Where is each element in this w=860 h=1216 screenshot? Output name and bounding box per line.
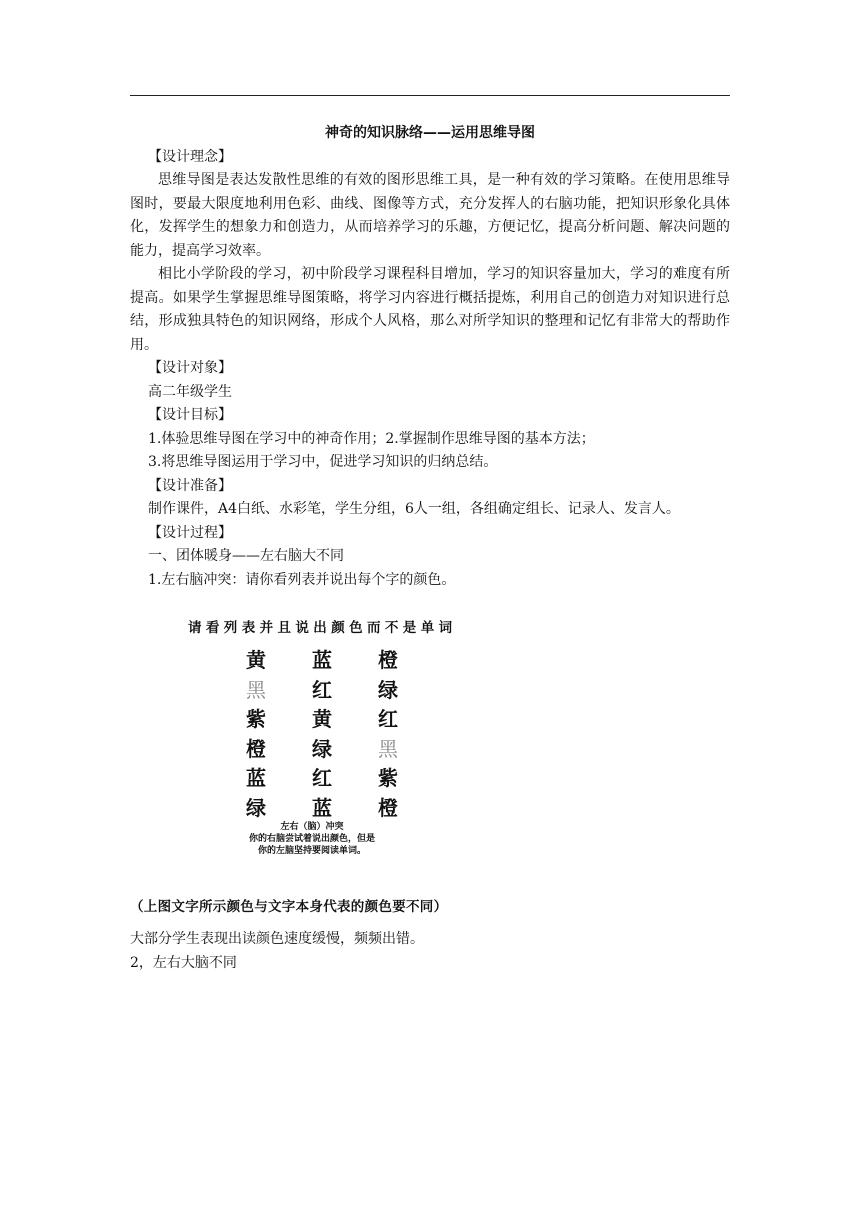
figure-note-line-2: 你的右脑尝试着说出颜色，但是 [248, 834, 375, 844]
header-rule [130, 95, 730, 96]
heading-design-process: 【设计过程】 [148, 524, 232, 541]
grid-word: 红 [312, 766, 332, 790]
document-title: 神奇的知识脉络——运用思维导图 [325, 125, 535, 141]
grid-word: 黑 [378, 736, 398, 761]
heading-design-target: 【设计对象】 [148, 360, 232, 376]
grid-word: 蓝 [312, 648, 332, 672]
heading-design-prep: 【设计准备】 [148, 477, 232, 494]
prep-text: 制作课件，A4白纸、水彩笔，学生分组，6人一组，各组确定组长、记录人、发言人。 [148, 501, 680, 517]
heading-design-concept: 【设计理念】 [148, 148, 232, 165]
grid-word: 绿 [246, 795, 266, 820]
grid-word: 橙 [378, 648, 398, 672]
grid-row [244, 794, 414, 824]
grid-word: 红 [312, 677, 332, 702]
goal-line-2: 3.将思维导图运用于学习中，促进学习知识的归纳总结。 [148, 454, 498, 470]
paragraph-comparison: 相比小学阶段的学习，初中阶段学习课程科目增加，学习的知识容量加大，学习的难度有所提高。如果学生掌握思维导图策略，将学习内容进行概括提炼，利用自己的创造力对知识进行总结，形成独具特色的知识网络，形成个人风格，那么对所学知识的整理和记忆有非常大的帮助作用。 [130, 266, 730, 353]
step-1-1-text: 1.左右脑冲突：请你看列表并说出每个字的颜色。 [148, 571, 456, 588]
grid-word: 黄 [312, 707, 332, 731]
grid-word: 黄 [246, 648, 266, 672]
grid-word: 蓝 [246, 766, 266, 790]
grid-word: 紫 [378, 766, 398, 790]
figure-heading: 请看列表并且说出颜色而不是单词 [188, 620, 457, 636]
grid-row [244, 676, 414, 706]
paragraph-concept: 思维导图是表达发散性思维的有效的图形思维工具，是一种有效的学习策略。在使用思维导图时，要最大限度地利用色彩、曲线、图像等方式，充分发挥人的右脑功能，把知识形象化具体化，发挥学生的想象力和创造力，从而培养学习的乐趣，方便记忆，提高分析问题、解决问题的能力，提高学习效率。 [130, 172, 730, 259]
after-text-1: 大部分学生表现出读颜色速度缓慢，频频出错。 [130, 931, 424, 947]
figure-note [212, 821, 412, 857]
after-text-2: 2，左右大脑不同 [130, 954, 237, 971]
grid-row [244, 764, 414, 794]
grid-row [244, 735, 414, 765]
figure-caption: （上图文字所示颜色与文字本身代表的颜色要不同） [130, 899, 448, 915]
figure-note-line-1: 左右（脑）冲突 [280, 822, 344, 832]
grid-word: 蓝 [312, 795, 332, 820]
grid-word: 红 [378, 707, 398, 731]
figure-note-line-3: 你的左脑坚持要阅读单词。 [257, 846, 366, 856]
step-1-title: 一、团体暖身——左右脑大不同 [148, 548, 344, 564]
color-word-grid [244, 646, 414, 823]
document-body [130, 122, 730, 975]
stroop-figure [130, 592, 730, 892]
grid-row [244, 705, 414, 735]
heading-design-goal: 【设计目标】 [148, 407, 232, 423]
grid-row [244, 646, 414, 676]
grid-word: 黑 [246, 677, 266, 702]
grid-word: 绿 [312, 736, 332, 761]
grid-word: 绿 [378, 677, 398, 702]
grid-word: 紫 [246, 707, 266, 731]
target-text: 高二年级学生 [148, 383, 232, 400]
grid-word: 橙 [246, 736, 266, 761]
grid-word: 橙 [378, 795, 398, 820]
goal-line-1: 1.体验思维导图在学习中的神奇作用；2.掌握制作思维导图的基本方法； [148, 430, 595, 447]
